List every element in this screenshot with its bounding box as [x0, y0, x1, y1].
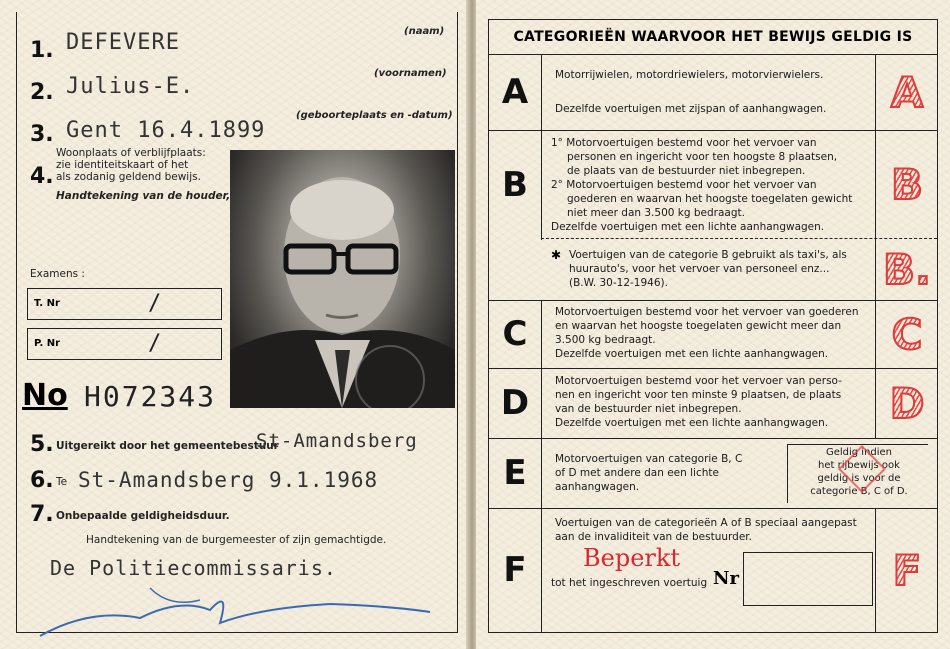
firstnames-value: Julius-E.: [66, 74, 195, 99]
category-d-2: nen en ingericht voor ten minste 9 plaatsen, de plaats: [555, 389, 842, 401]
category-b-text: [551, 136, 852, 234]
category-b-stamp: [875, 130, 938, 238]
category-c-2: en waarvan het hoogste toegelaten gewicht meer dan: [555, 320, 842, 332]
category-b-2b: goederen en waarvan het hoogste toegelaten gewicht: [567, 193, 853, 205]
surname-label: (naam): [404, 26, 445, 37]
category-b-1b: personen en ingericht voor ten hoogste 8 plaatsen,: [567, 151, 838, 163]
restricted-stamp: Beperkt: [583, 544, 681, 572]
vehicle-number-box: [743, 552, 873, 606]
category-e-3: aanhangwagen.: [555, 481, 640, 493]
category-letter-c: C: [489, 300, 542, 368]
category-e-text: [555, 452, 742, 494]
issued-value: St-Amandsberg: [256, 430, 418, 452]
category-b-1a: 1° Motorvoertuigen bestemd voor het vervoer van: [551, 137, 817, 149]
official-title: De Politiecommissaris.: [50, 556, 337, 580]
category-a-line-1: Motorrijwielen, motordriewielers, motorvierwielers.: [555, 69, 824, 81]
category-e-r2: het rijbewijs ook: [818, 460, 900, 471]
category-f-stamp: [875, 508, 938, 632]
te-label: Te: [56, 476, 68, 488]
category-row-b: [489, 130, 937, 301]
category-row-f: [489, 508, 937, 632]
category-b-2c: niet meer dan 3.500 kg bedraagt.: [567, 207, 745, 219]
birth-label: (geboorteplaats en -datum): [296, 110, 453, 121]
left-page: [0, 0, 468, 649]
exam-p-label: P. Nr: [34, 338, 61, 349]
category-letter-b: B: [489, 130, 542, 240]
official-signature: [30, 578, 440, 646]
exam-t-label: T. Nr: [34, 298, 60, 309]
category-d-text: [555, 374, 842, 430]
validity-label: Onbepaalde geldigheidsduur.: [56, 510, 230, 522]
exam-p-box: [27, 328, 222, 360]
residence-label-line-3: als zodanig geldend bewijs.: [56, 171, 201, 183]
exam-t-value: /: [148, 291, 162, 316]
category-b-star-stamp-letter: B.: [883, 244, 931, 294]
field-number-2: 2.: [30, 80, 54, 105]
vehicle-number-label: Nr: [713, 568, 739, 589]
category-letter-f: F: [489, 508, 542, 632]
category-d-1: Motorvoertuigen bestemd voor het vervoer van perso-: [555, 375, 842, 387]
category-b-star-1: Voertuigen van de categorie B gebruikt als taxi's, als: [569, 249, 847, 261]
category-c-4: Dezelfde voertuigen met een lichte aanhangwagen.: [555, 348, 829, 360]
category-b-3: Dezelfde voertuigen met een lichte aanhangwagen.: [551, 221, 825, 233]
category-row-d: [489, 368, 937, 439]
category-a-line-2: Dezelfde voertuigen met zijspan of aanhangwagen.: [555, 103, 827, 115]
category-f-text: [555, 516, 857, 544]
mayor-signature-label: Handtekening van de burgemeester of zijn gemachtigde.: [86, 534, 387, 546]
firstnames-label: (voornamen): [374, 68, 447, 79]
category-d-4: Dezelfde voertuigen met een lichte aanhangwagen.: [555, 417, 829, 429]
categories-title: CATEGORIEËN WAARVOOR HET BEWIJS GELDIG IS: [489, 20, 937, 55]
category-c-text: [555, 305, 859, 361]
category-letter-e: E: [489, 438, 542, 508]
field-number-6: 6.: [30, 468, 54, 493]
category-c-1: Motorvoertuigen bestemd voor het vervoer van goederen: [555, 306, 859, 318]
category-a-stamp-letter: A: [890, 67, 924, 117]
category-row-a: [489, 54, 937, 131]
category-e-2: of D met andere dan een lichte: [555, 467, 719, 479]
residence-label: [56, 147, 206, 183]
birth-value: Gent 16.4.1899: [66, 118, 266, 143]
category-letter-d: D: [489, 368, 542, 438]
surname-value: DEFEVERE: [66, 30, 180, 55]
category-row-e: [489, 438, 937, 509]
category-f-2: aan de invaliditeit van de bestuurder.: [555, 531, 752, 543]
field-number-3: 3.: [30, 122, 54, 147]
category-b-star-2: huurauto's, voor het vervoer van personeel enz...: [569, 263, 830, 275]
field-number-7: 7.: [30, 502, 54, 527]
category-d-3: van de bestuurder niet inbegrepen.: [555, 403, 742, 415]
licence-number: H072343: [84, 380, 217, 413]
categories-table: [488, 19, 938, 633]
category-c-3: 3.500 kg bedraagt.: [555, 334, 656, 346]
holder-photo: [230, 150, 455, 408]
category-b-2a: 2° Motorvoertuigen bestemd voor het vervoer van: [551, 179, 817, 191]
place-date-value: St-Amandsberg 9.1.1968: [78, 468, 379, 492]
field-number-1: 1.: [30, 38, 54, 63]
category-f-stamp-letter: F: [892, 545, 922, 595]
exams-label: Examens :: [30, 268, 85, 280]
exam-t-box: [27, 288, 222, 320]
category-d-stamp: [875, 368, 938, 438]
category-e-1: Motorvoertuigen van categorie B, C: [555, 453, 743, 465]
issued-label: Uitgereikt door het gemeentebestuur: [56, 440, 279, 452]
category-b-star-3: (B.W. 30-12-1946).: [569, 277, 668, 289]
category-e-r4: categorie B, C of D.: [810, 486, 908, 497]
residence-label-line-1: Woonplaats of verblijfplaats:: [56, 147, 206, 159]
category-e-r1: Geldig indien: [825, 447, 893, 458]
category-b-star-text: [569, 248, 847, 290]
category-row-c: [489, 300, 937, 369]
holder-signature-label: Handtekening van de houder,: [56, 190, 231, 202]
category-b-1c: de plaats van de bestuurder niet inbegrepen.: [567, 165, 806, 177]
category-b-star-stamp: [875, 238, 938, 300]
vehicle-label: tot het ingeschreven voertuig: [551, 577, 708, 589]
category-letter-a: A: [489, 54, 542, 130]
right-page: [476, 0, 950, 649]
star-icon: ✱: [551, 248, 562, 262]
category-b-stamp-letter: B: [890, 159, 923, 209]
category-c-stamp: [875, 300, 938, 368]
category-a-stamp: [875, 54, 938, 130]
number-label: No: [22, 378, 68, 413]
field-number-4: 4.: [30, 164, 54, 189]
exam-p-value: /: [148, 331, 162, 356]
field-number-5: 5.: [30, 432, 54, 457]
category-d-stamp-letter: D: [889, 378, 925, 428]
category-e-r3: geldig is voor de: [817, 473, 901, 484]
residence-label-line-2: zie identiteitskaart of het: [56, 159, 189, 171]
category-f-1: Voertuigen van de categorieën A of B speciaal aangepast: [555, 517, 857, 529]
category-c-stamp-letter: C: [891, 309, 923, 359]
